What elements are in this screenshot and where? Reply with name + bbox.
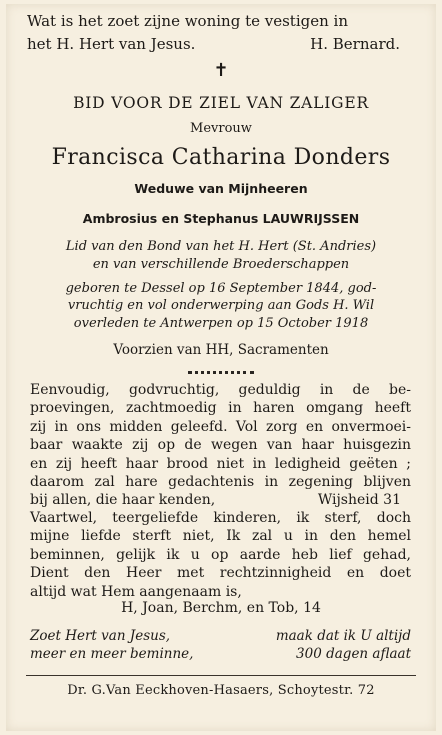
epigraph-attribution: H. Bernard. <box>310 35 400 53</box>
prayer-text: maak dat ik U altijd <box>275 628 411 644</box>
virtues-paragraph <box>30 381 411 510</box>
biography-line-3: overleden te Antwerpen op 15 October 1918 <box>73 316 369 331</box>
ornamental-divider <box>0 371 442 374</box>
sacraments-line: Voorzien van HH, Sacramenten <box>113 342 329 358</box>
scripture-reference: H, Joan, Berchm, en Tob, 14 <box>121 600 321 616</box>
prayer-text: Zoet Hert van Jesus, <box>30 628 171 644</box>
prayer-text: meer en meer beminne, <box>30 646 194 662</box>
paragraph-line: Vaartwel, teergeliefde kinderen, ik sterf, doch <box>30 510 411 526</box>
epigraph-line-1: Wat is het zoet zijne woning te vestigen in <box>27 12 348 30</box>
biography-line-2: vruchtig en vol onderwerping aan Gods H. Wil <box>67 298 375 313</box>
farewell-paragraph <box>30 509 411 601</box>
paragraph-line: bij allen, die haar kenden, <box>30 492 216 509</box>
printer-credit: Dr. G.Van Eeckhoven-Hasaers, Schoytestr. 72 <box>67 683 375 698</box>
biography-line-1: geboren te Dessel op 16 September 1844, god- <box>65 281 377 296</box>
cross-icon: ✝ <box>213 60 229 81</box>
paragraph-line: mijne liefde sterft niet, Ik zal u in den hemel <box>30 528 411 545</box>
paragraph-line: altijd wat Hem aangenaam is, <box>30 583 242 600</box>
paragraph-line: Dient den Heer met rechtzinnigheid en doet <box>30 565 411 582</box>
membership-line-1: Lid van den Bond van het H. Hert (St. Andries) <box>65 239 377 254</box>
honorific: Mevrouw <box>190 121 252 136</box>
prayer-heading: BID VOOR DE ZIEL VAN ZALIGER <box>73 94 369 112</box>
epigraph-line-2: het H. Hert van Jesus. <box>27 35 196 53</box>
membership-line-2: en van verschillende Broederschappen <box>92 257 350 272</box>
husbands-names: Ambrosius en Stephanus LAUWRIJSSEN <box>82 211 360 226</box>
indulgence-note: 300 dagen aflaat <box>296 646 411 662</box>
scripture-reference: Wijsheid 31 <box>317 492 401 509</box>
indulgence-prayer-line-1 <box>30 628 411 644</box>
paragraph-line: daarom zal hare gedachtenis in zegening blijven <box>30 474 411 491</box>
paragraph-line: en zij heeft haar brood niet in ledigheid geëten ; <box>30 455 411 472</box>
footer-divider <box>26 675 416 676</box>
paragraph-line: baar waakte zij op de wegen van haar huisgezin <box>30 437 411 454</box>
widow-of: Weduwe van Mijnheeren <box>134 181 308 196</box>
paragraph-line: Eenvoudig, godvruchtig, geduldig in de be- <box>30 382 411 398</box>
paragraph-line: zij in ons midden geleefd. Vol zorg en onvermoei- <box>30 418 411 435</box>
paragraph-line: beminnen, gelijk ik u op aarde heb lief gehad, <box>30 546 411 563</box>
deceased-name: Francisca Catharina Donders <box>51 145 391 170</box>
paragraph-line: proevingen, zachtmoedig in haren omgang heeft <box>30 400 411 417</box>
indulgence-prayer-line-2 <box>30 646 411 662</box>
